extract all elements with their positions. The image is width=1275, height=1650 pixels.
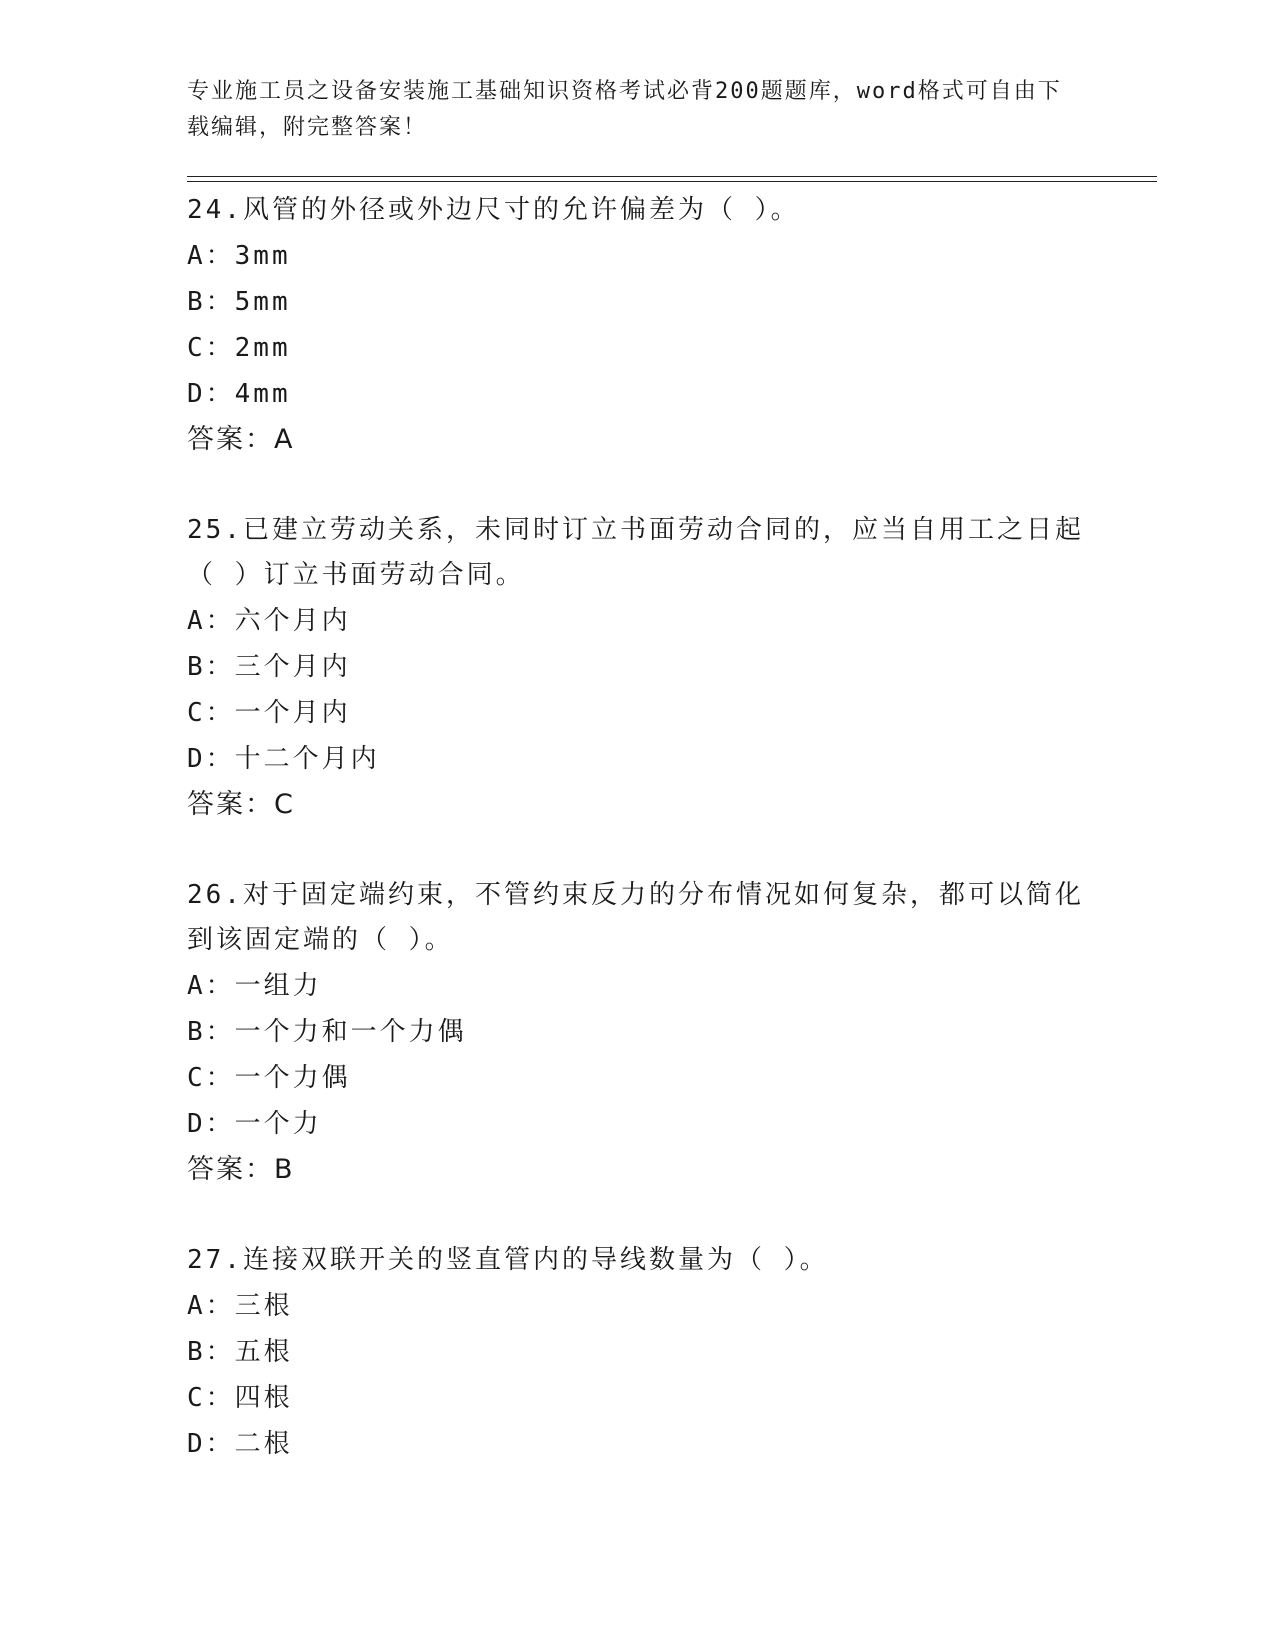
- option-letter: C：: [187, 698, 235, 728]
- option-letter: C：: [187, 1383, 235, 1413]
- question-stem: 26.对于固定端约束，不管约束反力的分布情况如何复杂，都可以简化到该固定端的（ ）。: [187, 880, 1084, 955]
- document-page: [187, 0, 1157, 1650]
- option-b: [187, 644, 1087, 690]
- answer-line: 答案：B: [187, 1154, 295, 1185]
- option-b: [187, 1009, 1087, 1055]
- option-a: [187, 963, 1087, 1009]
- option-letter: B：: [187, 287, 235, 317]
- option-text: 三根: [234, 1291, 293, 1321]
- option-text: 六个月内: [234, 606, 351, 636]
- option-a: [187, 598, 1087, 644]
- option-letter: C：: [187, 1063, 235, 1093]
- option-letter: D：: [187, 1429, 235, 1459]
- option-text: 一个力和一个力偶: [234, 1017, 467, 1047]
- option-d: [187, 371, 1087, 417]
- header-divider-top: [187, 176, 1157, 177]
- option-c: [187, 690, 1087, 736]
- option-letter: D：: [187, 379, 235, 409]
- question-24: [187, 188, 1087, 463]
- option-letter: B：: [187, 652, 235, 682]
- option-a: [187, 233, 1087, 279]
- option-text: 3mm: [234, 241, 291, 271]
- option-text: 一个力: [234, 1109, 322, 1139]
- question-27: [187, 1238, 1087, 1467]
- question-25: [187, 508, 1087, 828]
- question-26: [187, 873, 1087, 1193]
- question-stem: 25.已建立劳动关系，未同时订立书面劳动合同的，应当自用工之日起（ ）订立书面劳动合同。: [187, 515, 1084, 590]
- option-b: [187, 1329, 1087, 1375]
- option-c: [187, 1055, 1087, 1101]
- option-text: 一个月内: [234, 698, 351, 728]
- option-d: [187, 1421, 1087, 1467]
- option-text: 五根: [234, 1337, 293, 1367]
- option-text: 十二个月内: [234, 744, 380, 774]
- option-letter: D：: [187, 744, 235, 774]
- option-text: 2mm: [234, 333, 291, 363]
- option-letter: B：: [187, 1337, 235, 1367]
- question-stem: 27.连接双联开关的竖直管内的导线数量为（ ）。: [187, 1245, 829, 1275]
- option-c: [187, 325, 1087, 371]
- option-c: [187, 1375, 1087, 1421]
- answer-line: 答案：C: [187, 789, 295, 820]
- option-b: [187, 279, 1087, 325]
- option-d: [187, 736, 1087, 782]
- option-letter: C：: [187, 333, 235, 363]
- option-letter: B：: [187, 1017, 235, 1047]
- document-header: 专业施工员之设备安装施工基础知识资格考试必背200题题库，word格式可自由下载编辑，附完整答案！: [187, 79, 1062, 140]
- option-text: 三个月内: [234, 652, 351, 682]
- header-divider-bottom: [187, 181, 1157, 182]
- answer-line: 答案：A: [187, 424, 295, 455]
- question-stem: 24.风管的外径或外边尺寸的允许偏差为（ ）。: [187, 195, 800, 225]
- option-letter: A：: [187, 971, 235, 1001]
- option-text: 四根: [234, 1383, 293, 1413]
- option-d: [187, 1101, 1087, 1147]
- option-text: 一个力偶: [234, 1063, 351, 1093]
- option-letter: A：: [187, 1291, 235, 1321]
- option-letter: A：: [187, 241, 235, 271]
- option-letter: D：: [187, 1109, 235, 1139]
- option-text: 一组力: [234, 971, 322, 1001]
- option-a: [187, 1283, 1087, 1329]
- option-text: 二根: [234, 1429, 293, 1459]
- option-text: 5mm: [234, 287, 291, 317]
- option-text: 4mm: [234, 379, 291, 409]
- option-letter: A：: [187, 606, 235, 636]
